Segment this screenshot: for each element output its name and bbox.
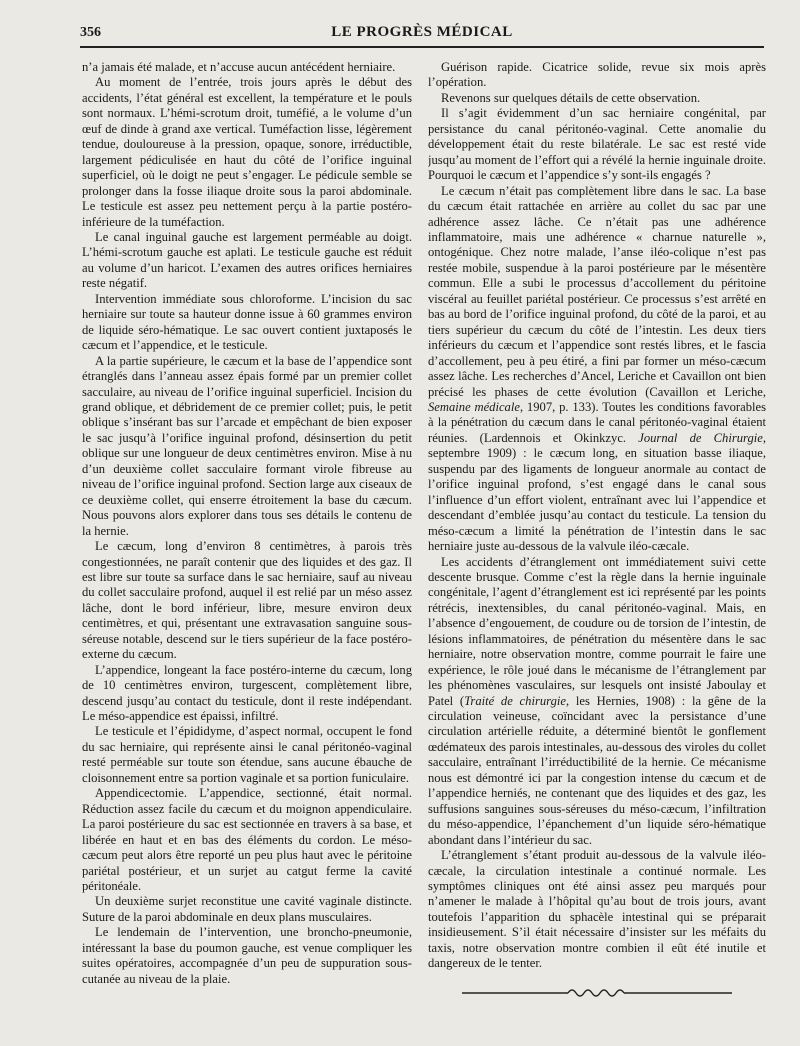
page-number: 356: [80, 25, 101, 40]
paragraph: [428, 184, 766, 555]
paragraph: A la partie supérieure, le cæcum et la base de l’appendice sont étranglés dans l’anneau assez épais formé par un premier collet sacculaire, au niveau de l’orifice inguinal superficiel. Incision du grand oblique, et débridement de ce premier collet; puis, le petit oblique s’insérant bas sur l’arcade et empêchant de bien exposer le sac jusqu’à l’orifice inguinal profond, désinsertion du petit oblique sur une longueur de deux centimètres environ. Mise à nu d’un deuxième collet sacculaire formant virole fibreuse au niveau de l’orifice inguinal profond. Section large aux ciseaux de ce deuxième collet, qui enserre étroitement la base du cæcum. Nous pouvons alors explorer dans tous ses détails le contenu de la hernie.: [82, 353, 412, 538]
paragraph: Au moment de l’entrée, trois jours après le début des accidents, l’état général est excellent, la température et le pouls sont normaux. L’hémi-scrotum droit, tuméfié, a le volume d’un œuf de dinde à grand axe vertical. Tuméfaction lisse, légèrement tendue, douloureuse à la pression, opaque, sonore, irréductible, largement pédiculisée en haut du côté de l’orifice inguinal superficiel, où le doigt ne peut s’engager. Le pédicule semble se prolonger dans la fosse iliaque droite sous la paroi abdominale. Le testicule est assez peu nettement perçu à la partie postéro-inférieure de la tuméfaction.: [82, 75, 412, 229]
text-run: , 1907, p. 133). Toutes les conditions favorables à la pénétration du cæcum dans le canal péritonéo-vaginal étaient réunies. (Lardennois et Okinkzyc.: [428, 399, 766, 445]
paragraph: Le canal inguinal gauche est largement perméable au doigt. L’hémi-scrotum gauche est aplati. Le testicule gauche est réduit au volume d’un haricot. L’examen des autres orifices herniaires reste négatif.: [82, 229, 412, 291]
left-column: [82, 60, 412, 1034]
paragraph: Guérison rapide. Cicatrice solide, revue six mois après l’opération.: [428, 60, 766, 90]
end-ornament: [462, 986, 732, 1000]
paragraph: Le cæcum, long d’environ 8 centimètres, à parois très congestionnées, ne paraît contenir que des liquides et des gaz. Il est libre sur toute sa surface dans le sac herniaire, sauf au niveau du collet sacculaire profond, auquel il est relié par un méso assez lâche, dont le bord inférieur, libre, mesure environ deux centimètres, et qui, présentant une extravasation sanguine sous-séreuse notable, descend sur le tiers supérieur de la face postéro-externe du cæcum.: [82, 539, 412, 662]
paragraph: Il s’agit évidemment d’un sac herniaire congénital, par persistance du canal péritonéo-vaginal. Cette anomalie du développement était du reste bilatérale. Le sac est resté vide jusqu’au moment de l’effort qui a révélé la hernie inguinale droite. Pourquoi le cæcum et l’appendice s’y sont-ils engagés ?: [428, 106, 766, 183]
text-run: Les accidents d’étranglement ont immédiatement suivi cette descente brusque. Comme c’est la règle dans la hernie inguinale congénitale, l’agent d’étranglement est ici représenté par les points rétrécis, inextensibles, du canal péritonéo-vaginal. Mais, en l’absence d’engouement, de coudure ou de torsion de l’intestin, de lésions inflammatoires, de pénétration du mésentère dans le sac herniaire, notre observation montre, comme pourrait le faire une expérience, le rôle joué dans le mécanisme de l’étranglement par les phénomènes vasculaires, sur lesquels ont insisté Jaboulay et Patel (: [428, 554, 766, 708]
citation-title: Semaine médicale: [428, 399, 520, 414]
paragraph: n’a jamais été malade, et n’accuse aucun antécédent herniaire.: [82, 60, 396, 74]
page-header: [80, 22, 764, 44]
paragraph: [428, 555, 766, 849]
text-run: , septembre 1909) : le cæcum long, en situation basse iliaque, suspendu par des ligaments de longueur anormale au contact de l’orifice inguinal profond, s’est engagé dans le canal sous l’influence d’un effort violent, entraînant avec lui l’appendice et descendant d’emblée jusqu’au contact du testicule. La tension du méso-cæcum a limité la pénétration de l’intestin dans le sac herniaire juste au-dessous de la valvule iléo-cæcale.: [428, 430, 766, 554]
right-column: [428, 60, 766, 1034]
paragraph: Intervention immédiate sous chloroforme. L’incision du sac herniaire sur toute sa hauteur donne issue à 60 grammes environ de liquide séro-hématique. Le sac ouvert contient juxtaposés le cæcum et l’appendice, et le testicule.: [82, 291, 412, 353]
text-run: Le cæcum n’était pas complètement libre dans le sac. La base du cæcum était rattachée en arrière au collet du sac par une adhérence assez lâche. Ce n’était pas une adhérence inflammatoire, mais une adhérence « charnue naturelle », ontogénique. Chez notre malade, l’anse iléo-colique n’est pas restée mobile, suspendue à la paroi postérieure par le mésentère commun. Elle a subi le processus d’accollement du péritoine viscéral au feuillet pariétal postérieur. Ce processus s’est arrêté en bas au bord de l’orifice inguinal profond, du côté de la paroi, et au tiers supérieur du cæcum du côté de l’intestin. Les deux tiers inférieurs du cæcum et l’appendice sont restés libres, et le fascia d’accollement, peu à peu étiré, a fini par former un méso-cæcum assez lâche. Les recherches d’Ancel, Leriche et Cavaillon ont bien précisé les phases de cette évolution (Cavaillon et Leriche,: [428, 183, 766, 399]
text-run: , les Hernies, 1908) : la gêne de la circulation veineuse, coïncidant avec la persistance d’une circulation artérielle réduite, a déterminé bientôt le gonflement œdémateux des parois intestinales, au-dessous des viroles du collet sacculaire, entraînant l’irréductibilité de la hernie. Ce mécanisme nous est démontré ici par la congestion intense du cæcum et de l’appendice herniés, ne contenant que des liquides et des gaz, les suffusions sanguines sous-séreuses du méso-cæcum, l’infiltration du méso-appendice, l’épanchement d’un liquide séro-hématique abondant dans l’intérieur du sac.: [428, 693, 766, 847]
paragraph: L’étranglement s’étant produit au-dessous de la valvule iléo-cæcale, la circulation intestinale a continué normale. Les symptômes cliniques ont été ainsi assez peu marqués pour n’amener le malade à l’hôpital qu’au bout de trois jours, avant toutefois l’apparition du sphacèle intestinal qui se préparait insidieusement. S’il était nécessaire d’insister sur les méfaits du taxis, notre observation montre combien il eût été inutile et dangereux de le tenter.: [428, 848, 766, 971]
running-title: LE PROGRÈS MÉDICAL: [331, 24, 513, 40]
paragraph: L’appendice, longeant la face postéro-interne du cæcum, long de 10 centimètres environ, turgescent, complètement libre, descend jusqu’au contact du testicule, dont il reste indépendant. Le méso-appendice est épaissi, infiltré.: [82, 662, 412, 724]
citation-title: Journal de Chirurgie: [638, 430, 763, 445]
paragraph: Un deuxième surjet reconstitue une cavité vaginale distincte. Suture de la paroi abdominale en deux plans musculaires.: [82, 894, 412, 924]
citation-title: Traité de chirurgie: [464, 693, 566, 708]
header-rule: [80, 46, 764, 48]
paragraph: Le lendemain de l’intervention, une broncho-pneumonie, intéressant la base du poumon gauche, est venue compliquer les suites opératoires, accompagnée d’un peu de suppuration sous-cutanée au niveau de la plaie.: [82, 925, 412, 986]
paragraph: Le testicule et l’épididyme, d’aspect normal, occupent le fond du sac herniaire, qui représente ainsi le canal péritonéo-vaginal resté perméable sur toute son étendue, sans aucune ébauche de cloisonnement entre sa portion vaginale et sa portion funiculaire.: [82, 724, 412, 785]
paragraph: Appendicectomie. L’appendice, sectionné, était normal. Réduction assez facile du cæcum et du moignon appendiculaire. La paroi postérieure du sac est sectionnée en travers à sa base, et libérée en haut et en bas des éléments du cordon. Le méso-cæcum peut alors être reporté un peu plus haut avec le péritoine pariétal postérieur, et un surjet au catgut ferme la cavité péritonéale.: [82, 786, 412, 894]
paragraph: Revenons sur quelques détails de cette observation.: [441, 90, 701, 105]
